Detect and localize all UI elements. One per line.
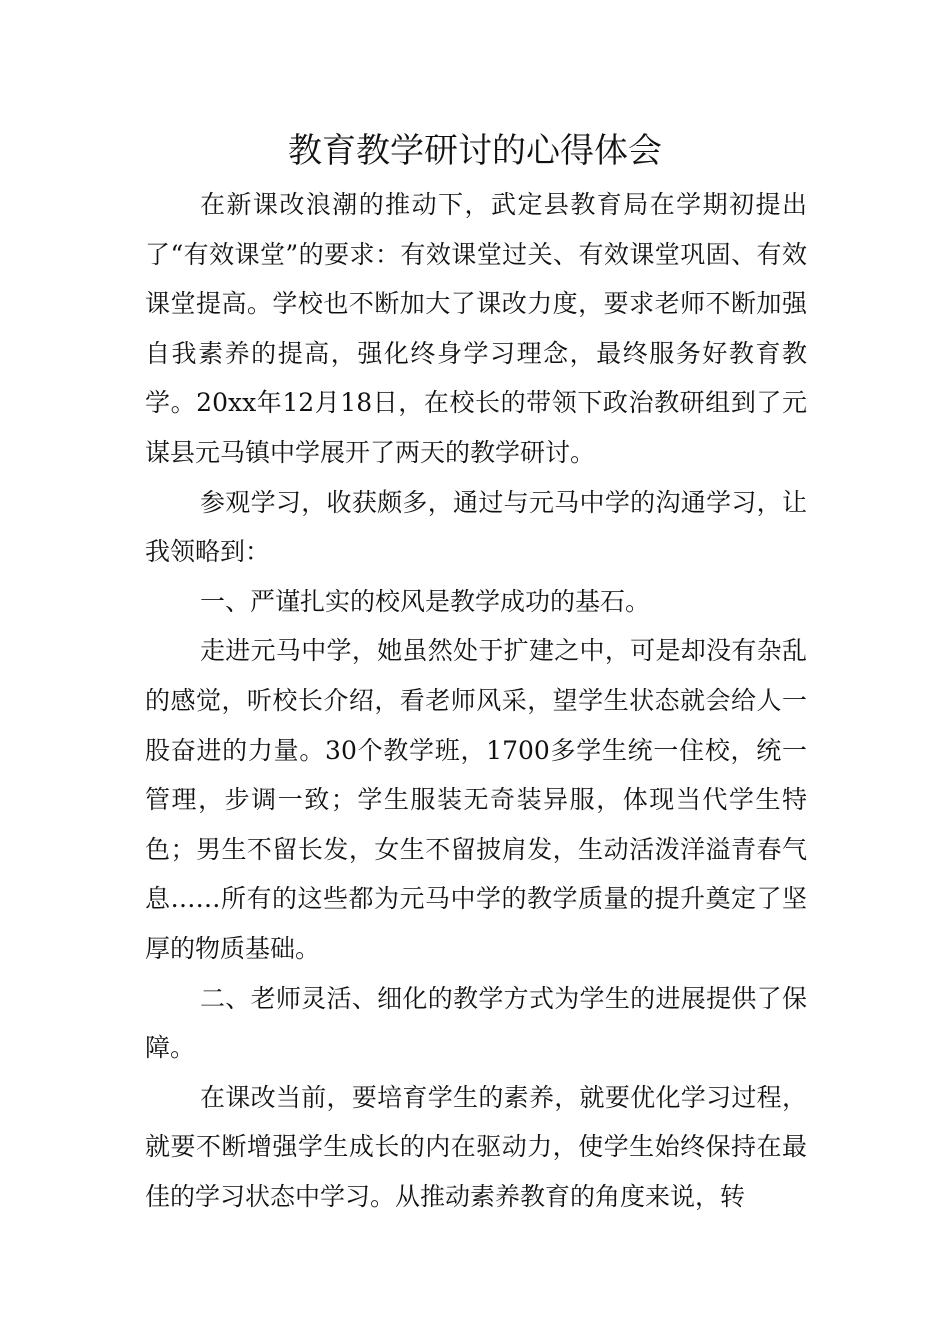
document-body bbox=[145, 180, 807, 1221]
paragraph: 参观学习，收获颇多，通过与元马中学的沟通学习，让我领略到： bbox=[145, 487, 807, 567]
document-title: 教育教学研讨的心得体会 bbox=[288, 131, 662, 171]
paragraph: 走进元马中学，她虽然处于扩建之中，可是却没有杂乱的感觉，听校长介绍，看老师风采，望学生状态就会给人一股奋进的力量。30个教学班，1700多学生统一住校，统一管理，步调一致；学生服装无奇装异服，体现当代学生特色；男生不留长发，女生不留披肩发，生动活泼洋溢青春气息……所有的这些都为元马中学的教学质量的提升奠定了坚厚的物质基础。 bbox=[145, 636, 807, 963]
paragraph: 二、老师灵活、细化的教学方式为学生的进展提供了保障。 bbox=[145, 983, 807, 1063]
paragraph: 在课改当前，要培育学生的素养，就要优化学习过程，就要不断增强学生成长的内在驱动力，使学生始终保持在最佳的学习状态中学习。从推动素养教育的角度来说，转 bbox=[145, 1082, 807, 1211]
paragraph: 在新课改浪潮的推动下，武定县教育局在学期初提出了“有效课堂”的要求：有效课堂过关、有效课堂巩固、有效课堂提高。学校也不断加大了课改力度，要求老师不断加强自我素养的提高，强化终身学习理念，最终服务好教育教学。20xx年12月18日，在校长的带领下政治教研组到了元谋县元马镇中学展开了两天的教学研讨。 bbox=[145, 190, 807, 467]
paragraph: 一、严谨扎实的校风是教学成功的基石。 bbox=[200, 586, 651, 616]
